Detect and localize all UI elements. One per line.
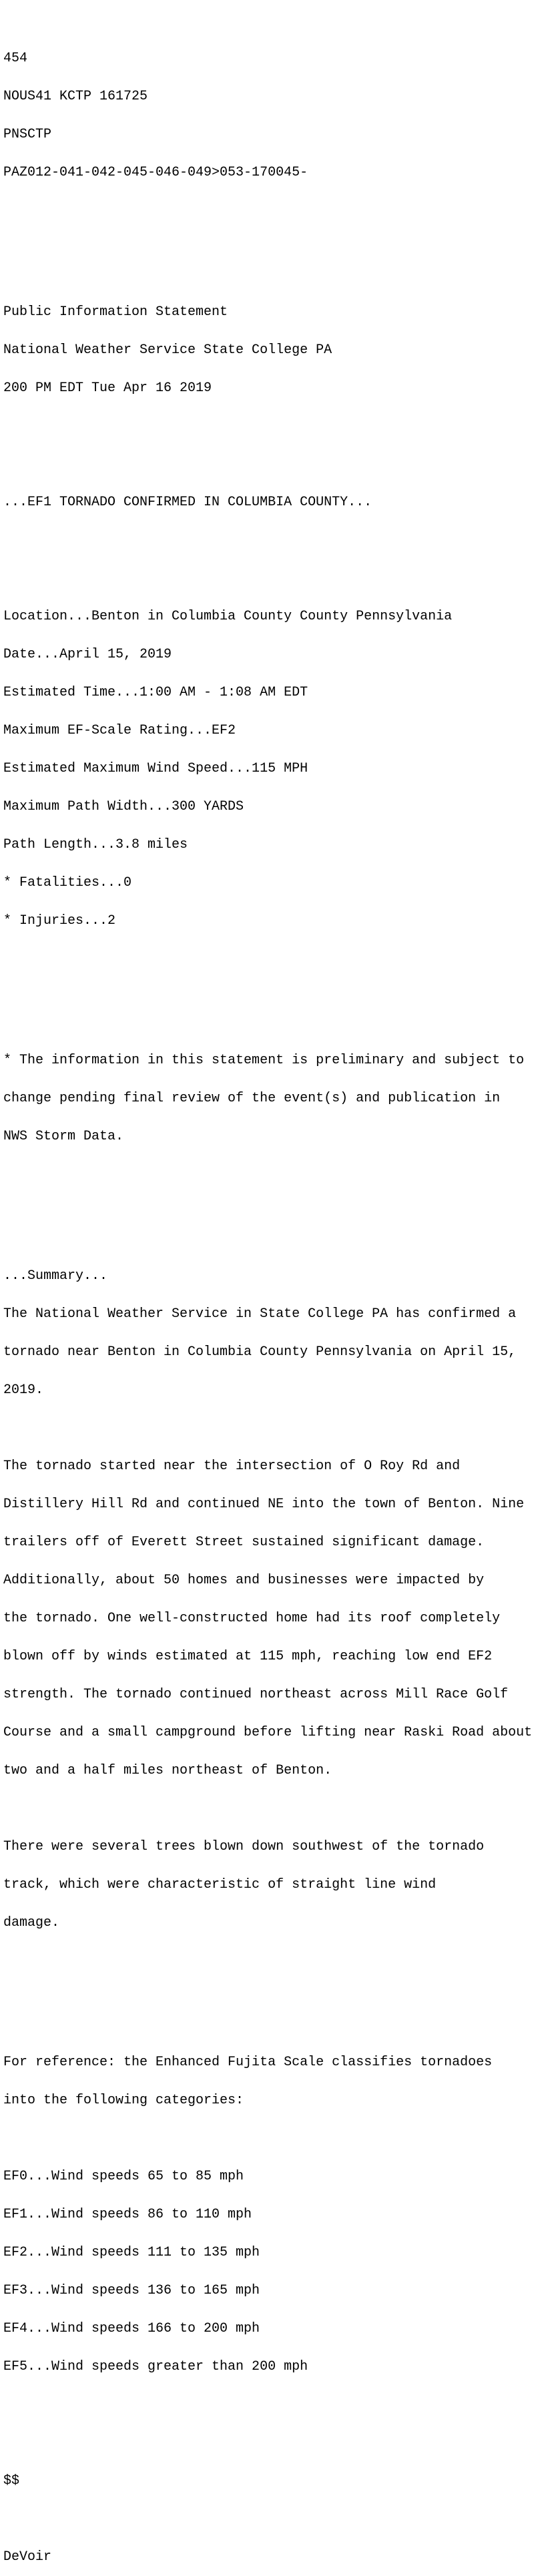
detail-path-width: Maximum Path Width...300 YARDS [3,799,244,814]
blank-line [3,978,534,991]
blank-line [3,445,534,458]
header-line: 454 [3,51,28,66]
summary-line: blown off by winds estimated at 115 mph, reaching low end EF2 [3,1649,493,1664]
summary-line: two and a half miles northeast of Benton. [3,1763,332,1778]
summary-line: Distillery Hill Rd and continued NE into the town of Benton. Nine [3,1497,525,1512]
blank-line [3,2424,534,2436]
blank-line [3,1802,534,1815]
ef-scale-row: EF4...Wind speeds 166 to 200 mph [3,2321,260,2336]
disclaimer-line: NWS Storm Data. [3,1129,124,1144]
blank-line [3,230,534,242]
summary-line: trailers off of Everett Street sustained significant damage. [3,1535,485,1550]
summary-heading: ...Summary... [3,1268,108,1284]
summary-line: The tornado started near the intersection of O Roy Rd and [3,1459,461,1474]
summary-section [3,1244,534,1955]
disclaimer [3,1029,534,1168]
detail-injuries: * Injuries...2 [3,913,116,929]
ef-scale-row: EF1...Wind speeds 86 to 110 mph [3,2207,252,2222]
summary-line: Course and a small campground before lifting near Raski Road about [3,1725,533,1740]
blank-line [3,534,534,547]
blank-line [3,1980,534,1993]
disclaimer-line: change pending final review of the event(s) and publication in [3,1091,501,1106]
product-header [3,27,534,204]
summary-line: The National Weather Service in State College PA has confirmed a [3,1306,517,1322]
detail-time: Estimated Time...1:00 AM - 1:08 AM EDT [3,685,308,700]
title-block [3,280,534,420]
issuing-office: National Weather Service State College PA [3,342,332,358]
public-information-statement [3,1,534,2576]
summary-line: the tornado. One well-constructed home had its roof completely [3,1611,501,1626]
headline: ...EF1 TORNADO CONFIRMED IN COLUMBIA COUNTY... [3,495,372,510]
ef-scale-row: EF2...Wind speeds 111 to 135 mph [3,2245,260,2260]
reference-intro: into the following categories: [3,2093,244,2108]
summary-line: tornado near Benton in Columbia County Pennsylvania on April 15, [3,1344,517,1360]
issue-time: 200 PM EDT Tue Apr 16 2019 [3,380,212,396]
disclaimer-line: * The information in this statement is preliminary and subject to [3,1053,525,1068]
detail-date: Date...April 15, 2019 [3,647,172,662]
ef-scale-row: EF0...Wind speeds 65 to 85 mph [3,2169,244,2184]
blank-line [3,1422,534,1435]
detail-fatalities: * Fatalities...0 [3,875,132,890]
detail-ef-rating: Maximum EF-Scale Rating...EF2 [3,723,236,738]
blank-line [3,2513,534,2525]
summary-line: strength. The tornado continued northeast across Mill Race Golf [3,1687,509,1702]
header-line: NOUS41 KCTP 161725 [3,89,148,104]
product-terminator: $$ [3,2473,20,2489]
statement-title: Public Information Statement [3,304,228,320]
ef-scale-row: EF3...Wind speeds 136 to 165 mph [3,2283,260,2298]
summary-line: 2019. [3,1382,44,1398]
header-line: PNSCTP [3,127,52,142]
blank-line [3,2132,534,2145]
detail-wind-speed: Estimated Maximum Wind Speed...115 MPH [3,761,308,776]
detail-location: Location...Benton in Columbia County County Pennsylvania [3,609,453,624]
summary-line: track, which were characteristic of straight line wind [3,1877,437,1892]
blank-line [3,1194,534,1206]
reference-intro: For reference: the Enhanced Fujita Scale classifies tornadoes [3,2055,493,2070]
summary-line: damage. [3,1915,60,1930]
ef-scale-reference [3,2031,534,2398]
detail-path-length: Path Length...3.8 miles [3,837,188,852]
summary-line: There were several trees blown down southwest of the tornado [3,1839,485,1854]
ef-scale-row: EF5...Wind speeds greater than 200 mph [3,2359,308,2374]
event-details [3,585,534,953]
author-signature: DeVoir [3,2549,52,2565]
header-line: PAZ012-041-042-045-046-049>053-170045- [3,165,308,180]
summary-line: Additionally, about 50 homes and businesses were impacted by [3,1573,485,1588]
